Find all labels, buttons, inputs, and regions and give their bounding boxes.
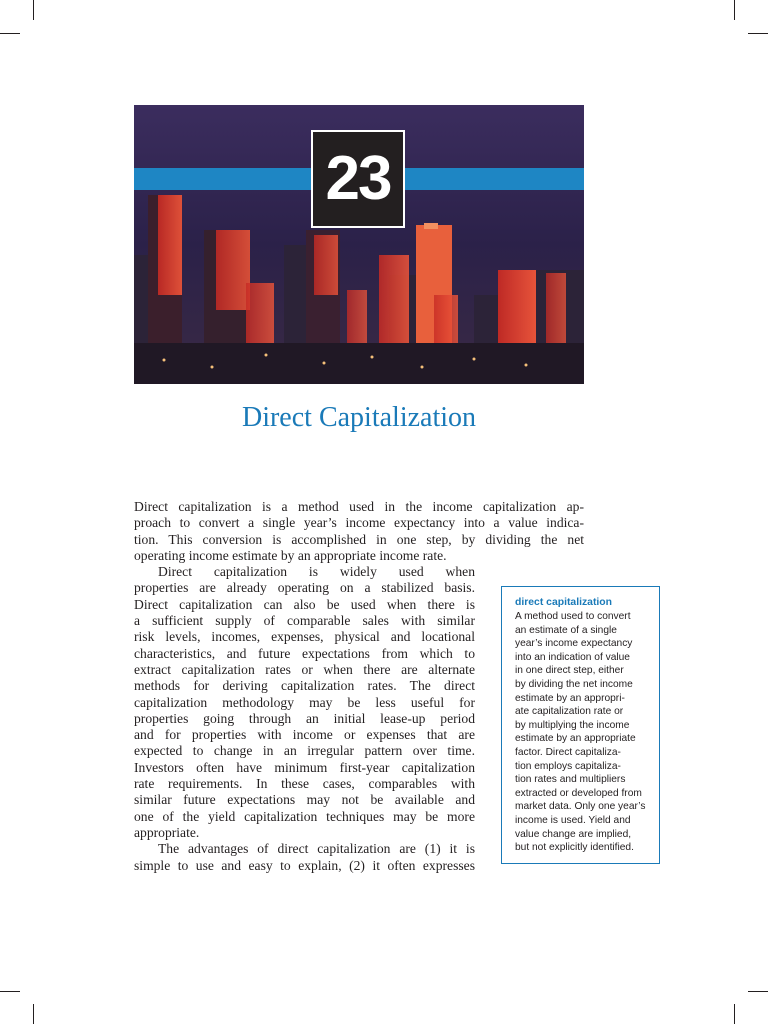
definition-line: tion rates and multipliers [515, 774, 626, 786]
crop-mark [0, 33, 20, 34]
glossary-term: direct capitalization [515, 597, 613, 608]
text-line: methods for deriving capitalization rates. The direct [134, 678, 475, 694]
chapter-number: 23 [325, 144, 391, 213]
crop-mark [734, 1004, 735, 1024]
paragraph-1 [134, 499, 584, 564]
text-line: proach to convert a single year’s income expectancy into a value indica- [134, 515, 584, 531]
text-line: Investors often have minimum first-year capitalization [134, 759, 475, 775]
chapter-hero-image [134, 105, 584, 384]
text-line: characteristics, and future expectations from which to [134, 645, 475, 661]
crop-mark [748, 33, 768, 34]
text-line: Direct capitalization is widely used when [158, 564, 475, 580]
definition-line: tion employs capitaliza- [515, 760, 621, 772]
definition-line: value change are implied, [515, 828, 632, 840]
chapter-number-box [311, 130, 405, 228]
text-line: and for properties with income or expenses that are [134, 727, 475, 743]
crop-mark [0, 991, 20, 992]
definition-line: income is used. Yield and [515, 814, 631, 826]
paragraph-3 [134, 841, 475, 874]
text-line: Direct capitalization is a method used in the income capitalization ap- [134, 499, 584, 514]
text-line: risk levels, incomes, expenses, physical and locational [134, 629, 475, 645]
text-line: extract capitalization rates or when there are alternate [134, 661, 475, 677]
text-line: tion. This conversion is accomplished in one step, by dividing the net [134, 531, 584, 547]
definition-line: by multiplying the income [515, 719, 630, 731]
chapter-title: Direct Capitalization [241, 402, 477, 433]
text-line: simple to use and easy to explain, (2) it often expresses [134, 857, 475, 873]
definition-line: in one direct step, either [515, 665, 624, 677]
text-line: capitalization methodology may be less useful for [134, 694, 475, 710]
text-line: Direct capitalization can also be used when there is [134, 596, 475, 612]
text-line: appropriate. [134, 824, 200, 840]
text-line: a sufficient supply of comparable sales with similar [134, 613, 475, 629]
definition-line: A method used to convert [515, 611, 631, 622]
glossary-definition [515, 610, 649, 855]
text-line: expected to change in an irregular pattern over time. [134, 743, 475, 759]
definition-line: market data. Only one year’s [515, 801, 646, 813]
definition-line: estimate by an appropri- [515, 692, 625, 704]
definition-line: estimate by an appropriate [515, 733, 636, 745]
text-line: properties are already operating on a stabilized basis. [134, 580, 475, 596]
text-line: rate requirements. In these cases, comparables with [134, 776, 475, 792]
text-line: similar future expectations may not be available and [134, 792, 475, 808]
definition-line: ate capitalization rate or [515, 706, 624, 718]
crop-mark [748, 991, 768, 992]
crop-mark [33, 1004, 34, 1024]
definition-line: extracted or developed from [515, 787, 642, 799]
paragraph-2 [134, 564, 475, 841]
definition-line: an estimate of a single [515, 624, 617, 636]
text-line: properties going through an initial lease-up period [134, 710, 475, 726]
text-line: The advantages of direct capitalization are (1) it is [158, 841, 475, 857]
text-line: operating income estimate by an appropriate income rate. [134, 547, 447, 563]
definition-line: factor. Direct capitaliza- [515, 746, 621, 758]
crop-mark [33, 0, 34, 20]
definition-line: but not explicitly identified. [515, 842, 634, 854]
glossary-sidebar [501, 586, 660, 864]
crop-mark [734, 0, 735, 20]
definition-line: into an indication of value [515, 651, 630, 663]
definition-line: year’s income expectancy [515, 638, 633, 650]
text-line: one of the yield capitalization techniques may be more [134, 808, 475, 824]
definition-line: by dividing the net income [515, 678, 633, 690]
